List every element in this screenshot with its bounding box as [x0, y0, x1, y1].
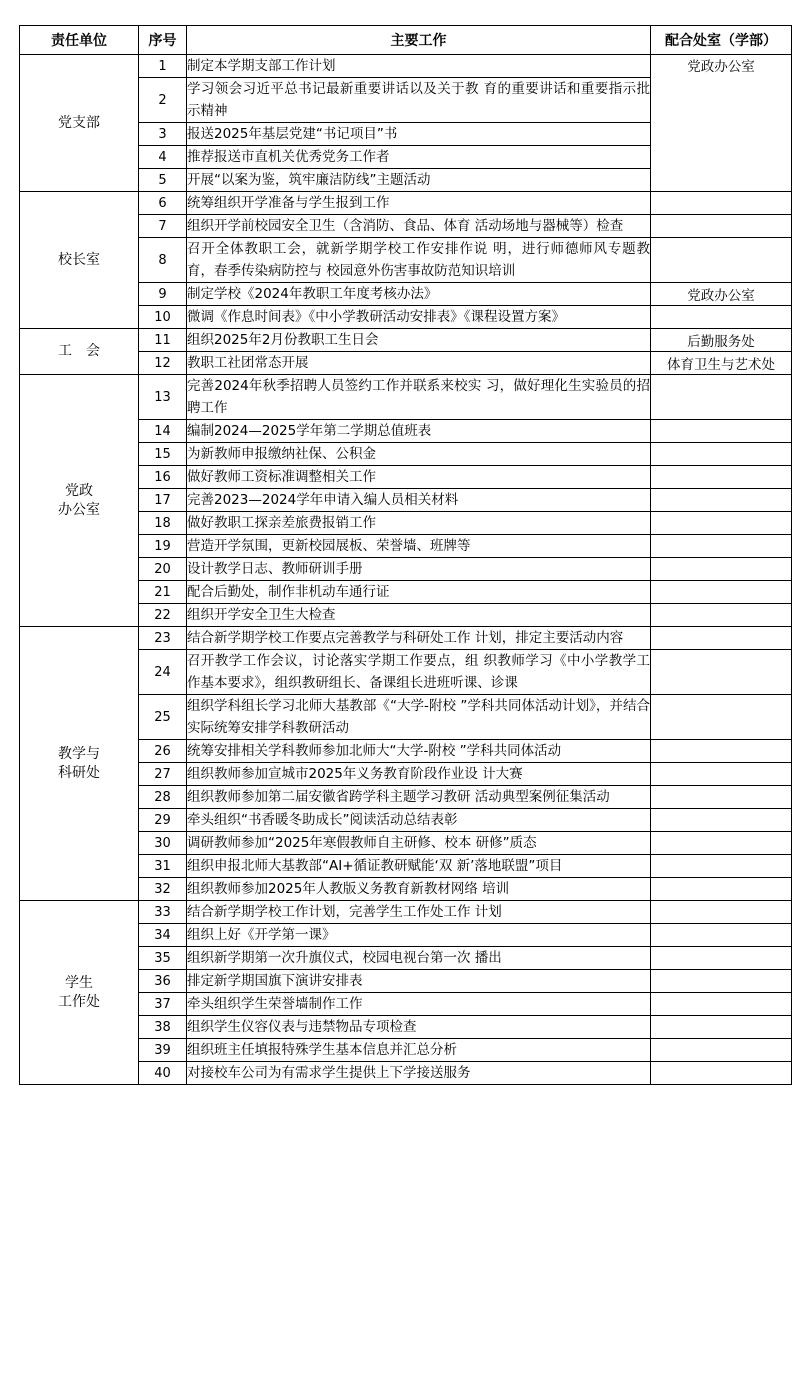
- main-work-cell: 组织开学安全卫生大检查: [187, 604, 651, 627]
- item-number: 3: [139, 123, 187, 146]
- main-work-cell: 组织上好《开学第一课》: [187, 924, 651, 947]
- item-number: 38: [139, 1016, 187, 1039]
- cooperating-office-cell: [651, 489, 792, 512]
- header-number: 序号: [139, 26, 187, 55]
- item-number: 4: [139, 146, 187, 169]
- item-number: 9: [139, 283, 187, 306]
- cooperating-office-cell: [651, 581, 792, 604]
- item-number: 34: [139, 924, 187, 947]
- responsible-unit-cell: [20, 627, 139, 901]
- main-work-cell: 组织申报北师大基教部“AI+循证教研赋能‘双 新’落地联盟”项目: [187, 855, 651, 878]
- main-work-cell: 编制2024—2025学年第二学期总值班表: [187, 420, 651, 443]
- cooperating-office-cell: [651, 306, 792, 329]
- table-body: [20, 55, 792, 1085]
- cooperating-office-cell: 后勤服务处: [651, 329, 792, 352]
- item-number: 5: [139, 169, 187, 192]
- item-number: 20: [139, 558, 187, 581]
- item-number: 25: [139, 695, 187, 740]
- header-unit: 责任单位: [20, 26, 139, 55]
- main-work-cell: 统筹组织开学准备与学生报到工作: [187, 192, 651, 215]
- cooperating-office-cell: [651, 420, 792, 443]
- cooperating-office-cell: [651, 832, 792, 855]
- item-number: 40: [139, 1062, 187, 1085]
- cooperating-office-cell: [651, 238, 792, 283]
- cooperating-office-cell: [651, 1062, 792, 1085]
- cooperating-office-cell: [651, 512, 792, 535]
- main-work-cell: 教职工社团常态开展: [187, 352, 651, 375]
- responsible-unit-label: 科研处: [58, 764, 100, 781]
- item-number: 30: [139, 832, 187, 855]
- main-work-cell: 结合新学期学校工作要点完善教学与科研处工作 计划，排定主要活动内容: [187, 627, 651, 650]
- main-work-cell: 召开全体教职工会，就新学期学校工作安排作说 明，进行师德师风专题教育，春季传染病防控与 校园意外伤害事故防范知识培训: [187, 238, 651, 283]
- item-number: 14: [139, 420, 187, 443]
- cooperating-office-cell: 体育卫生与艺术处: [651, 352, 792, 375]
- main-work-cell: 完善2024年秋季招聘人员签约工作并联系来校实 习，做好理化生实验员的招聘工作: [187, 375, 651, 420]
- main-work-cell: 组织班主任填报特殊学生基本信息并汇总分析: [187, 1039, 651, 1062]
- cooperating-office-cell: [651, 740, 792, 763]
- item-number: 33: [139, 901, 187, 924]
- item-number: 29: [139, 809, 187, 832]
- cooperating-office-cell: [651, 192, 792, 215]
- item-number: 27: [139, 763, 187, 786]
- cooperating-office-cell: [651, 604, 792, 627]
- item-number: 15: [139, 443, 187, 466]
- main-work-cell: 营造开学氛围，更新校园展板、荣誉墙、班牌等: [187, 535, 651, 558]
- item-number: 23: [139, 627, 187, 650]
- main-work-cell: 制定本学期支部工作计划: [187, 55, 651, 78]
- cooperating-office-cell: [651, 786, 792, 809]
- item-number: 2: [139, 78, 187, 123]
- main-work-cell: 排定新学期国旗下演讲安排表: [187, 970, 651, 993]
- main-work-cell: 牵头组织学生荣誉墙制作工作: [187, 993, 651, 1016]
- item-number: 37: [139, 993, 187, 1016]
- main-work-cell: 组织2025年2月份教职工生日会: [187, 329, 651, 352]
- item-number: 26: [139, 740, 187, 763]
- work-plan-table: [19, 25, 792, 1085]
- table-row: [20, 375, 792, 420]
- cooperating-office-cell: [651, 993, 792, 1016]
- cooperating-office-cell: [651, 924, 792, 947]
- main-work-cell: 为新教师申报缴纳社保、公积金: [187, 443, 651, 466]
- table-row: [20, 627, 792, 650]
- item-number: 32: [139, 878, 187, 901]
- table-row: [20, 55, 792, 78]
- item-number: 8: [139, 238, 187, 283]
- item-number: 17: [139, 489, 187, 512]
- responsible-unit-label: 党支部: [58, 114, 100, 131]
- item-number: 18: [139, 512, 187, 535]
- header-main-work: 主要工作: [187, 26, 651, 55]
- responsible-unit-label: 工 会: [58, 343, 100, 359]
- cooperating-office-cell: [651, 901, 792, 924]
- responsible-unit-label: 学生: [65, 974, 93, 991]
- cooperating-office-cell: [651, 809, 792, 832]
- cooperating-office-cell: [651, 763, 792, 786]
- responsible-unit-cell: [20, 192, 139, 329]
- item-number: 22: [139, 604, 187, 627]
- main-work-cell: 开展“以案为鉴，筑牢廉洁防线”主题活动: [187, 169, 651, 192]
- cooperating-office-cell: [651, 1039, 792, 1062]
- main-work-cell: 对接校车公司为有需求学生提供上下学接送服务: [187, 1062, 651, 1085]
- cooperating-office-cell: [651, 466, 792, 489]
- header-cooperating-office: 配合处室（学部）: [651, 26, 792, 55]
- main-work-cell: 结合新学期学校工作计划，完善学生工作处工作 计划: [187, 901, 651, 924]
- header-row: [20, 26, 792, 55]
- item-number: 1: [139, 55, 187, 78]
- cooperating-office-cell: [651, 855, 792, 878]
- main-work-cell: 做好教职工探亲差旅费报销工作: [187, 512, 651, 535]
- cooperating-office-cell: [651, 627, 792, 650]
- item-number: 35: [139, 947, 187, 970]
- responsible-unit-label: 工作处: [58, 993, 100, 1010]
- main-work-cell: 组织教师参加第二届安徽省跨学科主题学习教研 活动典型案例征集活动: [187, 786, 651, 809]
- item-number: 39: [139, 1039, 187, 1062]
- main-work-cell: 完善2023—2024学年申请入编人员相关材料: [187, 489, 651, 512]
- item-number: 11: [139, 329, 187, 352]
- main-work-cell: 报送2025年基层党建“书记项目”书: [187, 123, 651, 146]
- item-number: 7: [139, 215, 187, 238]
- main-work-cell: 组织学科组长学习北师大基教部《“大学-附校 ”学科共同体活动计划》，并结合实际统筹安排学科教研活动: [187, 695, 651, 740]
- table-row: [20, 329, 792, 352]
- item-number: 16: [139, 466, 187, 489]
- item-number: 19: [139, 535, 187, 558]
- main-work-cell: 调研教师参加“2025年寒假教师自主研修、校本 研修”质态: [187, 832, 651, 855]
- item-number: 21: [139, 581, 187, 604]
- responsible-unit-cell: [20, 329, 139, 375]
- table-row: [20, 192, 792, 215]
- responsible-unit-cell: [20, 55, 139, 192]
- main-work-cell: 牵头组织“书香暖冬助成长”阅读活动总结表彰: [187, 809, 651, 832]
- responsible-unit-label: 校长室: [58, 251, 100, 268]
- item-number: 6: [139, 192, 187, 215]
- cooperating-office-cell: 党政办公室: [651, 283, 792, 306]
- main-work-cell: 组织开学前校园安全卫生（含消防、食品、体育 活动场地与器械等）检查: [187, 215, 651, 238]
- item-number: 12: [139, 352, 187, 375]
- cooperating-office-cell: [651, 443, 792, 466]
- item-number: 13: [139, 375, 187, 420]
- responsible-unit-cell: [20, 901, 139, 1085]
- cooperating-office-cell: [651, 970, 792, 993]
- main-work-cell: 微调《作息时间表》《中小学教研活动安排表》《课程设置方案》: [187, 306, 651, 329]
- responsible-unit-cell: [20, 375, 139, 627]
- cooperating-office-cell: [651, 878, 792, 901]
- table-row: [20, 901, 792, 924]
- cooperating-office-cell: [651, 558, 792, 581]
- item-number: 24: [139, 650, 187, 695]
- responsible-unit-label: 教学与: [58, 745, 100, 762]
- responsible-unit-label: 党政: [65, 482, 93, 499]
- main-work-cell: 配合后勤处，制作非机动车通行证: [187, 581, 651, 604]
- cooperating-office-cell: [651, 375, 792, 420]
- item-number: 28: [139, 786, 187, 809]
- cooperating-office-cell: 党政办公室: [651, 55, 792, 192]
- item-number: 31: [139, 855, 187, 878]
- cooperating-office-cell: [651, 947, 792, 970]
- main-work-cell: 组织学生仪容仪表与违禁物品专项检查: [187, 1016, 651, 1039]
- responsible-unit-label: 办公室: [58, 501, 100, 518]
- cooperating-office-cell: [651, 215, 792, 238]
- main-work-cell: 统筹安排相关学科教师参加北师大“大学-附校 ”学科共同体活动: [187, 740, 651, 763]
- main-work-cell: 学习领会习近平总书记最新重要讲话以及关于教 育的重要讲话和重要指示批示精神: [187, 78, 651, 123]
- cooperating-office-cell: [651, 1016, 792, 1039]
- main-work-cell: 召开教学工作会议，讨论落实学期工作要点，组 织教师学习《中小学教学工作基本要求》，组织教研组长、备课组长进班听课、诊课: [187, 650, 651, 695]
- cooperating-office-cell: [651, 535, 792, 558]
- main-work-cell: 组织教师参加2025年人教版义务教育新教材网络 培训: [187, 878, 651, 901]
- main-work-cell: 制定学校《2024年教职工年度考核办法》: [187, 283, 651, 306]
- main-work-cell: 推荐报送市直机关优秀党务工作者: [187, 146, 651, 169]
- cooperating-office-cell: [651, 695, 792, 740]
- main-work-cell: 做好教师工资标准调整相关工作: [187, 466, 651, 489]
- main-work-cell: 组织新学期第一次升旗仪式，校园电视台第一次 播出: [187, 947, 651, 970]
- main-work-cell: 设计教学日志、教师研训手册: [187, 558, 651, 581]
- main-work-cell: 组织教师参加宣城市2025年义务教育阶段作业设 计大赛: [187, 763, 651, 786]
- cooperating-office-cell: [651, 650, 792, 695]
- item-number: 10: [139, 306, 187, 329]
- item-number: 36: [139, 970, 187, 993]
